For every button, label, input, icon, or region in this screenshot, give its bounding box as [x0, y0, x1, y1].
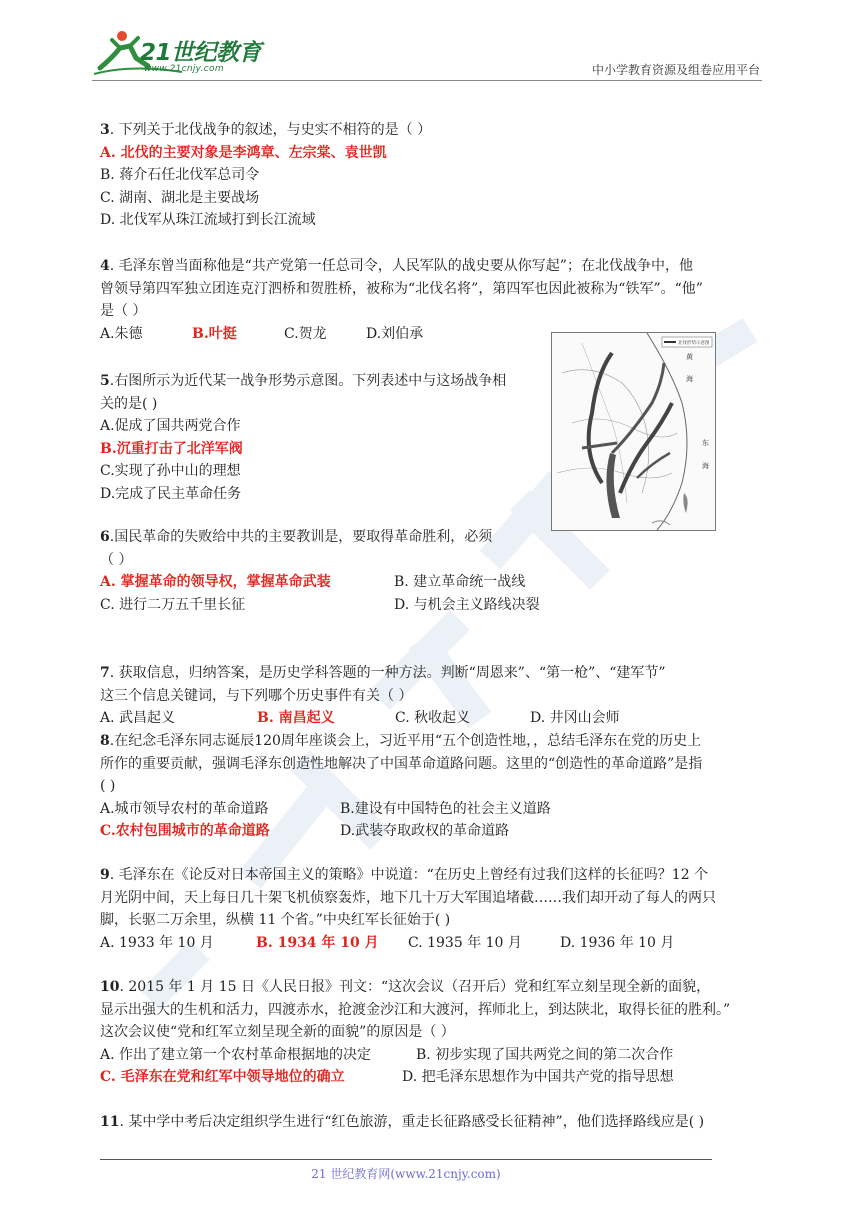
map-label-sea-1: 海	[686, 375, 693, 383]
option-d[interactable]: D. 与机会主义路线决裂	[394, 596, 540, 613]
map-label-east: 东	[702, 439, 709, 447]
map-label-sea-2: 海	[702, 462, 709, 470]
option-d[interactable]: D. 把毛泽东思想作为中国共产党的指导思想	[402, 1069, 674, 1085]
option-d[interactable]: D.完成了民主革命任务	[100, 485, 242, 502]
header-divider	[92, 80, 762, 81]
question-number: 6	[100, 529, 110, 545]
question-stem-line: 所作的重要贡献，强调毛泽东创造性地解决了中国革命道路问题。这里的“创造性的革命道路”是指	[100, 755, 703, 772]
map-legend: 北伐形势示意图	[678, 341, 710, 346]
question-stem-line: 是（ ）	[100, 303, 147, 319]
footer-divider	[100, 1159, 712, 1160]
options-row	[100, 798, 702, 821]
map-label-yellow: 黄	[686, 353, 693, 361]
page-header	[0, 0, 860, 84]
option-c[interactable]: C.贺龙	[284, 325, 327, 342]
question-7	[100, 662, 666, 730]
option-c[interactable]: C. 秋收起义	[395, 710, 471, 726]
question-stem-line: ( )	[100, 778, 116, 794]
question-5	[100, 370, 506, 505]
question-number: 5	[100, 373, 110, 389]
option-d[interactable]: D. 井冈山会师	[530, 710, 620, 726]
question-10	[100, 976, 730, 1089]
question-stem-line: . 毛泽东曾当面称他是“共产党第一任总司令，人民军队的战史要从你写起”；在北伐战争中，他	[109, 258, 693, 274]
option-c[interactable]: C. 湖南、湖北是主要战场	[100, 189, 260, 206]
question-stem-line: . 毛泽东在《论反对日本帝国主义的策略》中说道：“在历史上曾经有过我们这样的长征吗？12 个	[109, 867, 709, 883]
option-a[interactable]: A. 武昌起义	[100, 710, 176, 726]
question-number: 11	[100, 1114, 120, 1130]
option-a[interactable]: A. 掌握革命的领导权，掌握革命武装	[100, 574, 331, 590]
option-d[interactable]: D. 北伐军从珠江流域打到长江流域	[100, 212, 316, 228]
logo-url: www.21cnjy.com	[144, 64, 224, 74]
map-icon	[552, 333, 715, 530]
option-a[interactable]: A. 1933 年 10 月	[100, 934, 214, 951]
options-row	[100, 594, 540, 617]
options-row	[100, 571, 540, 594]
question-number: 3	[100, 122, 110, 138]
option-c[interactable]: C.农村包围城市的革命道路	[100, 823, 270, 839]
question-stem-line: . 获取信息，归纳答案，是历史学科答题的一种方法。判断“周恩来”、“第一枪”、“建军节”	[109, 665, 666, 681]
options-row	[100, 1044, 730, 1067]
question-stem-line: 显示出强大的生机和活力，四渡赤水，抢渡金沙江和大渡河，挥师北上，到达陕北，取得长征的胜利。”	[100, 1001, 731, 1018]
options-row	[100, 707, 666, 730]
question-6	[100, 526, 540, 616]
option-b[interactable]: B. 1934 年 10 月	[256, 934, 379, 951]
option-c[interactable]: C. 进行二万五千里长征	[100, 596, 246, 613]
question-stem: . 下列关于北伐战争的叙述，与史实不相符的是（ ）	[109, 122, 432, 138]
question-stem-line: .右图所示为近代某一战争形势示意图。下列表述中与这场战争相	[109, 373, 507, 389]
option-b[interactable]: B. 建立革命统一战线	[394, 574, 526, 590]
question-number: 10	[100, 979, 120, 995]
option-c[interactable]: C.实现了孙中山的理想	[100, 463, 241, 479]
options-row	[100, 1066, 730, 1089]
option-b[interactable]: B.叶挺	[192, 325, 237, 342]
question-stem-line: 关的是( )	[100, 395, 158, 412]
platform-title: 中小学教育资源及组卷应用平台	[591, 63, 760, 77]
option-c[interactable]: C. 1935 年 10 月	[408, 934, 522, 951]
option-b[interactable]: B.建设有中国特色的社会主义道路	[340, 800, 551, 817]
options-row	[100, 932, 716, 955]
option-a[interactable]: A.促成了国共两党合作	[100, 418, 241, 434]
option-a[interactable]: A.城市领导农村的革命道路	[100, 800, 269, 817]
question-3	[100, 119, 431, 232]
question-stem-line: . 2015 年 1 月 15 日《人民日报》刊文：“这次会议（召开后）党和红军立刻呈现全新的面貌，	[119, 979, 711, 995]
question-stem-line: 曾领导第四军独立团连克汀泗桥和贺胜桥，被称为“北伐名将”，第四军也因此被称为“铁军”。“他”	[100, 280, 703, 297]
question-stem-line: .在纪念毛泽东同志诞辰120周年座谈会上，习近平用“五个创造性地，，总结毛泽东在党的历史上	[109, 733, 702, 749]
option-c[interactable]: C. 毛泽东在党和红军中领导地位的确立	[100, 1069, 345, 1085]
option-b[interactable]: B. 初步实现了国共两党之间的第二次合作	[416, 1046, 674, 1063]
question-stem-line: .国民革命的失败给中共的主要教训是，要取得革命胜利，必须	[109, 529, 493, 545]
option-a[interactable]: A. 作出了建立第一个农村革命根据地的决定	[100, 1046, 372, 1063]
option-b[interactable]: B. 南昌起义	[257, 710, 335, 726]
option-d[interactable]: D.刘伯承	[366, 325, 424, 342]
question-stem-line: （ ）	[100, 551, 133, 568]
option-a[interactable]: A.朱德	[100, 325, 143, 342]
question-stem-line: 这三个信息关键词，与下列哪个历史事件有关（ ）	[100, 687, 413, 704]
question-11	[100, 1111, 704, 1134]
question-stem-line: 月光阴中间，天上每日几十架飞机侦察轰炸，地下几十万大军围追堵截……我们却开动了每人的两只	[100, 889, 716, 906]
option-a[interactable]: A. 北伐的主要对象是李鸿章、左宗棠、袁世凯	[100, 144, 387, 161]
options-row	[100, 820, 702, 843]
question-9	[100, 864, 716, 954]
war-situation-map	[551, 332, 716, 531]
question-stem-line: 脚，长驱二万余里，纵横 11 个省。”中央红军长征始于( )	[100, 912, 451, 928]
question-8	[100, 730, 702, 843]
question-stem-line: 这次会议使“党和红军立刻呈现全新的面貌”的原因是（ ）	[100, 1024, 455, 1040]
footer-text[interactable]: 21 世纪教育网(www.21cnjy.com)	[311, 1167, 501, 1181]
question-number: 9	[100, 867, 110, 883]
option-d[interactable]: D. 1936 年 10 月	[560, 934, 675, 951]
option-b[interactable]: B.沉重打击了北洋军阀	[100, 440, 243, 457]
logo-text: 21世纪教育	[140, 40, 262, 66]
question-stem-line: . 某中学中考后决定组织学生进行“红色旅游，重走长征路感受长征精神”，他们选择路线应是( )	[119, 1114, 705, 1130]
question-number: 7	[100, 665, 110, 681]
option-d[interactable]: D.武装夺取政权的革命道路	[340, 823, 510, 839]
question-number: 8	[100, 733, 110, 749]
option-b[interactable]: B. 蒋介石任北伐军总司令	[100, 167, 260, 183]
question-number: 4	[100, 258, 110, 274]
